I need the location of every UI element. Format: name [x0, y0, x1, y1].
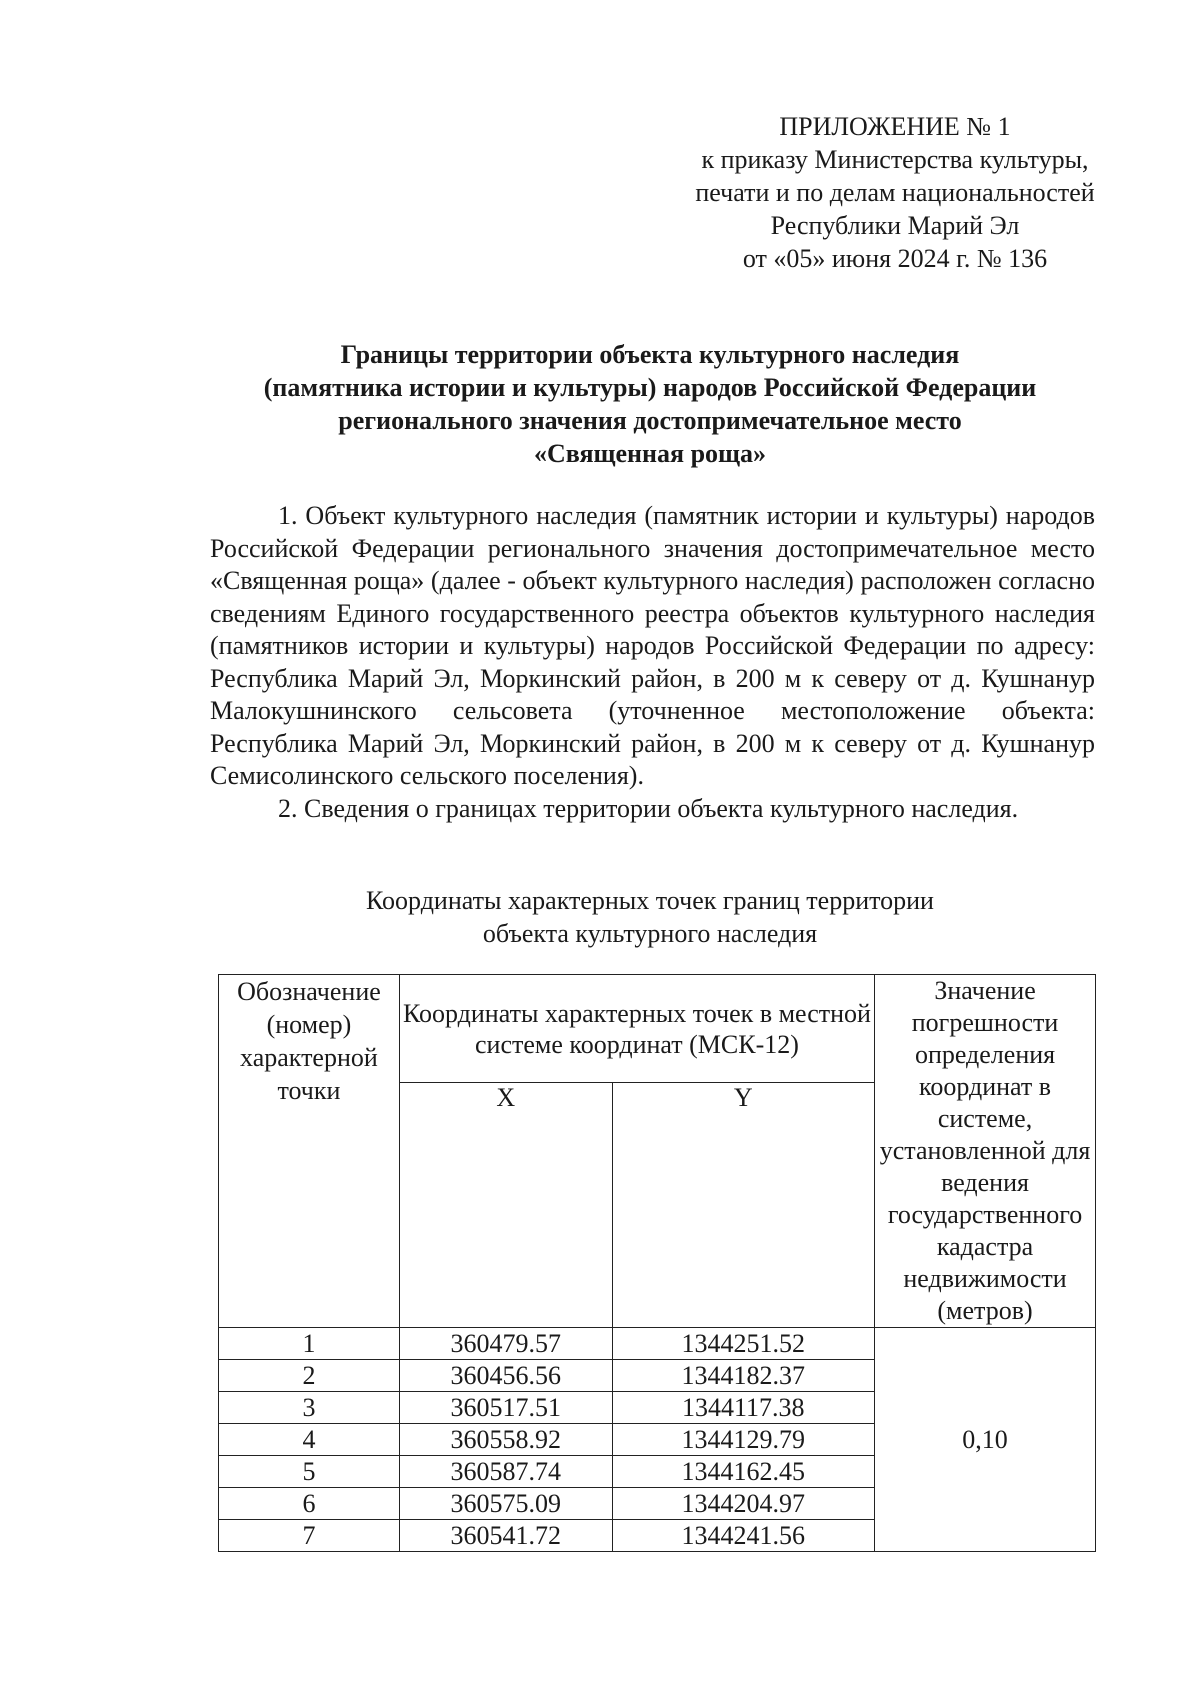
y-value: 1344117.38 [612, 1392, 875, 1424]
paragraph-boundaries: 2. Сведения о границах территории объекта культурного наследия. [278, 793, 1019, 823]
point-number: 5 [219, 1456, 400, 1488]
table-caption [200, 884, 1100, 950]
title-line: Границы территории объекта культурного наследия [340, 340, 960, 369]
header-coordinates: Координаты характерных точек в местной системе координат (МСК-12) [399, 975, 874, 1083]
x-value: 360541.72 [399, 1520, 612, 1552]
appendix-date-line: от «05» июня 2024 г. № 136 [742, 244, 1048, 273]
table-row [219, 1328, 1096, 1360]
x-value: 360479.57 [399, 1328, 612, 1360]
x-value: 360587.74 [399, 1456, 612, 1488]
y-value: 1344251.52 [612, 1328, 875, 1360]
x-value: 360517.51 [399, 1392, 612, 1424]
header-error: Значение погрешности определения координат в системе, установленной для ведения государственного кадастра недвижимости (метров) [875, 975, 1096, 1328]
y-value: 1344129.79 [612, 1424, 875, 1456]
appendix-header [660, 110, 1130, 275]
header-y: Y [612, 1083, 875, 1328]
y-value: 1344182.37 [612, 1360, 875, 1392]
point-number: 7 [219, 1520, 400, 1552]
caption-line: объекта культурного наследия [482, 919, 818, 948]
point-number: 1 [219, 1328, 400, 1360]
x-value: 360558.92 [399, 1424, 612, 1456]
appendix-republic-line: Республики Марий Эл [770, 211, 1020, 240]
x-value: 360456.56 [399, 1360, 612, 1392]
title-line: (памятника истории и культуры) народов Российской Федерации [263, 373, 1037, 402]
y-value: 1344204.97 [612, 1488, 875, 1520]
header-x: X [399, 1083, 612, 1328]
appendix-number: ПРИЛОЖЕНИЕ № 1 [779, 112, 1011, 141]
title-line: регионального значения достопримечательное место [338, 406, 962, 435]
document-title [200, 338, 1100, 470]
error-value: 0,10 [875, 1328, 1096, 1552]
y-value: 1344241.56 [612, 1520, 875, 1552]
y-value: 1344162.45 [612, 1456, 875, 1488]
appendix-order-line: к приказу Министерства культуры, [701, 145, 1089, 174]
appendix-ministry-line: печати и по делам национальностей [695, 178, 1095, 207]
point-number: 6 [219, 1488, 400, 1520]
header-point-number: Обозначение (номер) характерной точки [219, 975, 400, 1328]
x-value: 360575.09 [399, 1488, 612, 1520]
caption-line: Координаты характерных точек границ территории [366, 886, 934, 915]
point-number: 4 [219, 1424, 400, 1456]
document-body [210, 500, 1095, 825]
paragraph-location: 1. Объект культурного наследия (памятник истории и культуры) народов Российской Федерации регионального значения достопримечательное место «Священная роща» (далее - объект культурного наследия) расположен согласно сведениям Единого государственного реестра объектов культурного наследия (памятников истории и культуры) народов Российской Федерации по адресу: Республика Марий Эл, Моркинский район, в 200 м к северу от д. Кушнанур Малокушнинского сельсовета (уточненное местоположение объекта: Республика Марий Эл, Моркинский район, в 200 м к северу от д. Кушнанур Семисолинского сельского поселения). [210, 501, 1095, 790]
point-number: 2 [219, 1360, 400, 1392]
coordinates-table [218, 974, 1096, 1552]
title-line: «Священная роща» [534, 439, 766, 468]
point-number: 3 [219, 1392, 400, 1424]
